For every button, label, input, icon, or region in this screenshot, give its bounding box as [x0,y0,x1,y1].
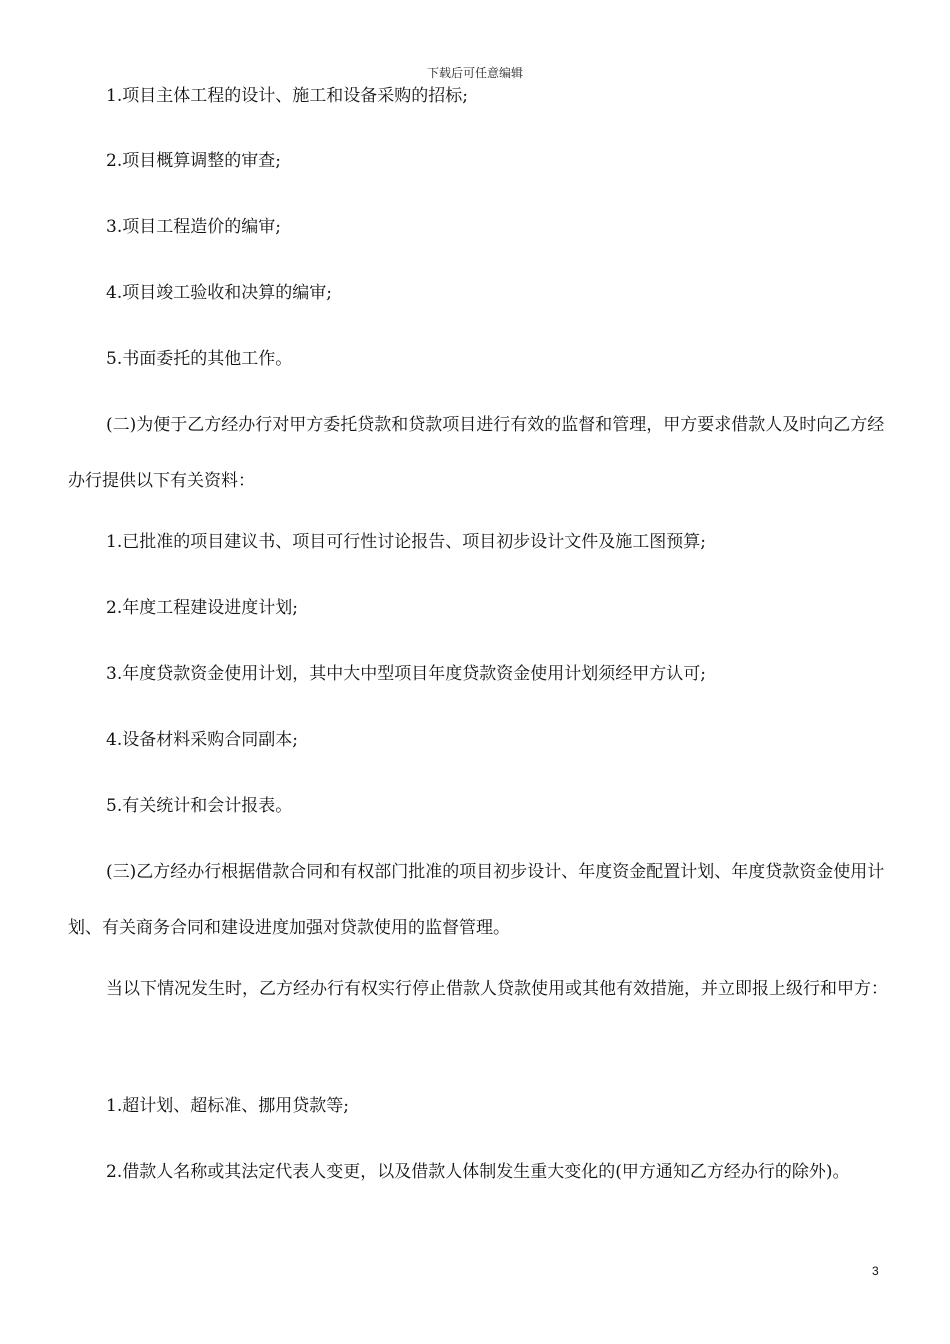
list-item-reports: 5.有关统计和会计报表。 [106,796,293,816]
list-item-tender: 1.项目主体工程的设计、施工和设备采购的招标; [106,86,468,106]
list-item-misuse: 1.超计划、超标准、挪用贷款等; [106,1096,349,1116]
list-item-other-work: 5.书面委托的其他工作。 [106,349,293,369]
page-number: 3 [872,1264,879,1278]
section-3-paragraph: (三)乙方经办行根据借款合同和有权部门批准的项目初步设计、年度资金配置计划、年度贷款资金使用计划、有关商务合同和建设进度加强对贷款使用的监督管理。 [68,862,885,938]
list-item-fund-plan: 3.年度贷款资金使用计划，其中大中型项目年度贷款资金使用计划须经甲方认可; [106,664,706,684]
section-2-paragraph: (二)为便于乙方经办行对甲方委托贷款和贷款项目进行有效的监督和管理，甲方要求借款人及时向乙方经办行提供以下有关资料： [68,415,885,491]
list-item-budget-review: 2.项目概算调整的审查; [106,151,281,171]
list-item-borrower-change: 2.借款人名称或其法定代表人变更，以及借款人体制发生重大变化的(甲方通知乙方经办行的除外)。 [106,1162,850,1182]
list-item-progress-plan: 2.年度工程建设进度计划; [106,598,298,618]
conditions-paragraph: 当以下情况发生时，乙方经办行有权实行停止借款人贷款使用或其他有效措施，并立即报上级行和甲方： [106,979,888,999]
list-item-cost-review: 3.项目工程造价的编审; [106,217,281,237]
list-item-contract-copy: 4.设备材料采购合同副本; [106,730,298,750]
list-item-approved-docs: 1.已批准的项目建议书、项目可行性讨论报告、项目初步设计文件及施工图预算; [106,532,706,552]
header-watermark: 下载后可任意编辑 [426,66,523,80]
list-item-acceptance: 4.项目竣工验收和决算的编审; [106,283,332,303]
